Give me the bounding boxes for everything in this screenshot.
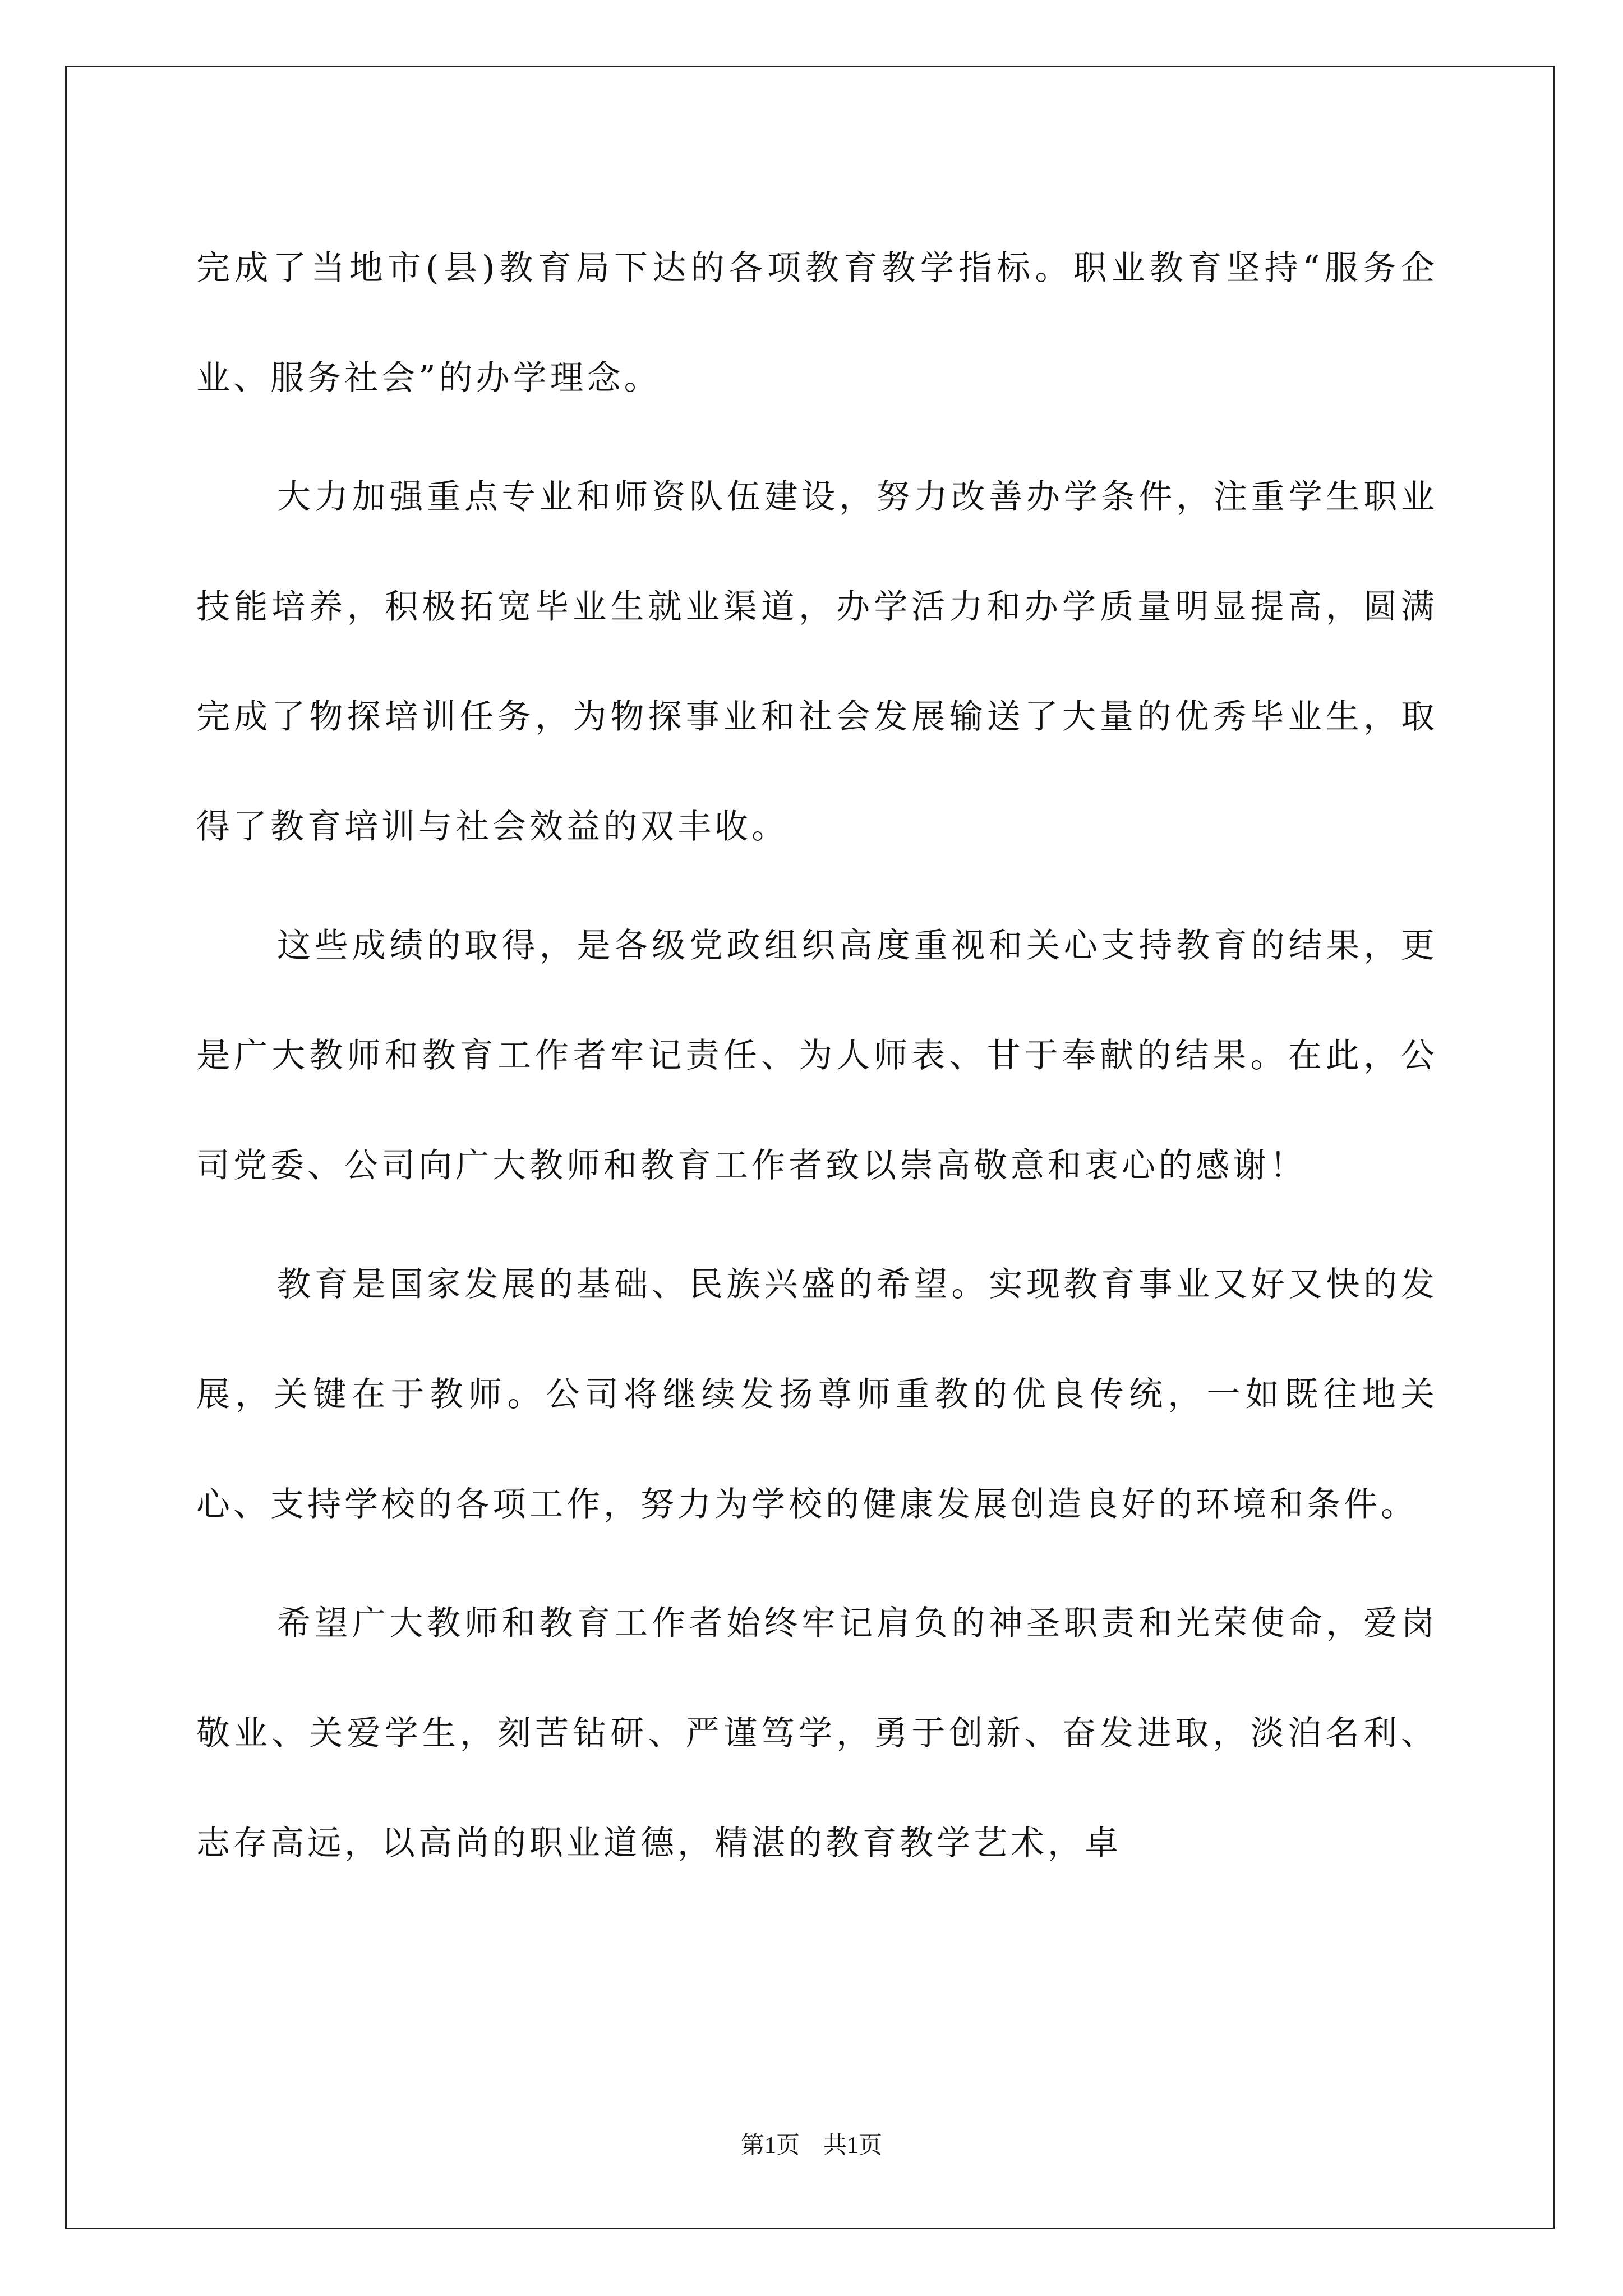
paragraph-4: 教育是国家发展的基础、民族兴盛的希望。实现教育事业又好又快的发展，关键在于教师。公司将继续发扬尊师重教的优良传统，一如既往地关心、支持学校的各项工作，努力为学校的健康发展创造良好的环境和条件。 (196, 1265, 1438, 1524)
paragraph-2: 大力加强重点专业和师资队伍建设，努力改善办学条件，注重学生职业技能培养，积极拓宽毕业生就业渠道，办学活力和办学质量明显提高，圆满完成了物探培训任务，为物探事业和社会发展输送了大量的优秀毕业生，取得了教育培训与社会效益的双丰收。 (196, 477, 1438, 846)
page-number-footer: 第1页 共1页 (740, 2133, 882, 2159)
paragraph-5: 希望广大教师和教育工作者始终牢记肩负的神圣职责和光荣使命，爱岗敬业、关爱学生，刻苦钻研、严谨笃学，勇于创新、奋发进取，淡泊名利、志存高远，以高尚的职业道德，精湛的教育教学艺术，卓 (196, 1604, 1438, 1863)
paragraph-1: 完成了当地市(县)教育局下达的各项教育教学指标。职业教育坚持“服务企业、服务社会”的办学理念。 (196, 249, 1438, 398)
paragraph-3: 这些成绩的取得，是各级党政组织高度重视和关心支持教育的结果，更是广大教师和教育工作者牢记责任、为人师表、甘于奉献的结果。在此，公司党委、公司向广大教师和教育工作者致以崇高敬意和衷心的感谢！ (196, 926, 1438, 1185)
document-body (196, 213, 1438, 1907)
